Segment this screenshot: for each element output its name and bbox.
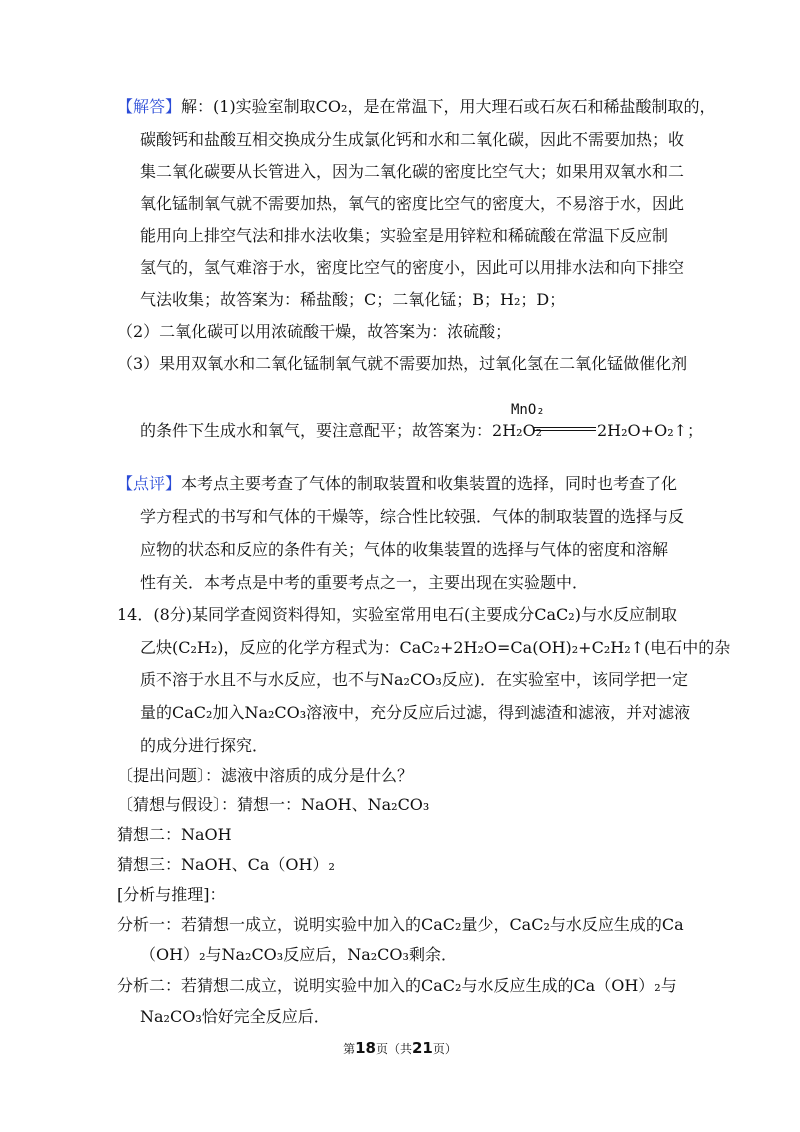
answer-line-5: 能用向上排空气法和排水法收集；实验室是用锌粒和稀硫酸在常温下反应制 (140, 226, 669, 245)
answer-part-2: （2）二氧化碳可以用浓硫酸干燥，故答案为：浓硫酸； (117, 322, 512, 341)
page-total: 21 (412, 1039, 433, 1057)
comment-line-2: 学方程式的书写和气体的干燥等，综合性比较强．气体的制取装置的选择与反 (140, 507, 685, 526)
analysis-2-line-2: Na₂CO₃恰好完全反应后． (140, 1007, 330, 1026)
answer-line-1 (117, 97, 715, 117)
page-number: 18 (355, 1039, 376, 1057)
answer-part-3-text: 的条件下生成水和氧气，要注意配平；故答案为： (140, 421, 493, 440)
comment-line-3: 应物的状态和反应的条件有关；气体的收集装置的选择与气体的密度和溶解 (140, 540, 669, 559)
question-14-line-4: 量的CaC₂加入Na₂CO₃溶液中，充分反应后过滤，得到滤渣和滤液，并对滤液 (140, 703, 691, 722)
answer-tag: 【解答】 (117, 97, 182, 116)
hypothesis-2: 猜想二：NaOH (117, 825, 232, 844)
equation-sign (533, 427, 596, 428)
answer-line-7: 气法收集；故答案为：稀盐酸；C；二氧化锰；B；H₂；D； (140, 290, 566, 309)
analysis-1-line-2: （OH）₂与Na₂CO₃反应后，Na₂CO₃剩余． (140, 945, 457, 964)
answer-line-6: 氢气的，氢气难溶于水，密度比空气的密度小，因此可以用排水法和向下排空 (140, 258, 685, 277)
equation-sign-lower (533, 430, 596, 431)
footer-middle: 页（共 (375, 1042, 412, 1056)
answer-line-3: 集二氧化碳要从长管进入，因为二氧化碳的密度比空气大；如果用双氧水和二 (140, 162, 685, 181)
analysis-2-line-1: 分析二：若猜想二成立，说明实验中加入的CaC₂与水反应生成的Ca（OH）₂与 (117, 976, 677, 995)
comment-text: 本考点主要考查了气体的制取装置和收集装置的选择，同时也考查了化 (181, 474, 678, 493)
comment-line-4: 性有关．本考点是中考的重要考点之一，主要出现在实验题中． (140, 573, 589, 592)
equation-catalyst: MnO₂ (511, 402, 545, 418)
hypothesis-3: 猜想三：NaOH、Ca（OH）₂ (117, 855, 335, 874)
analysis-heading: [分析与推理]： (117, 885, 226, 904)
question-14-line-5: 的成分进行探究． (140, 736, 269, 755)
answer-part-3-line-2 (140, 421, 542, 441)
question-14-line-1: 14．(8分)某同学查阅资料得知，实验室常用电石(主要成分CaC₂)与水反应制取 (117, 605, 677, 624)
comment-line-1 (117, 474, 677, 494)
page-footer (0, 1039, 800, 1057)
analysis-1-line-1: 分析一：若猜想一成立，说明实验中加入的CaC₂量少，CaC₂与水反应生成的Ca (117, 915, 684, 934)
answer-text: 解：(1)实验室制取CO₂，是在常温下，用大理石或石灰石和稀盐酸制取的， (181, 97, 716, 116)
hypothesis-1: 〔猜想与假设〕：猜想一：NaOH、Na₂CO₃ (117, 795, 430, 814)
equation-right: 2H₂O+O₂↑； (597, 421, 704, 440)
footer-prefix: 第 (343, 1042, 356, 1056)
equation-left: 2H₂O₂ (492, 421, 543, 440)
question-14-line-3: 质不溶于水且不与水反应，也不与Na₂CO₃反应)．在实验室中，该同学把一定 (140, 670, 688, 689)
footer-suffix: 页） (432, 1042, 457, 1056)
answer-line-4: 氧化锰制氧气就不需要加热，氧气的密度比空气的密度大，不易溶于水，因此 (140, 194, 685, 213)
raise-question: 〔提出问题〕：滤液中溶质的成分是什么？ (117, 766, 414, 785)
question-14-line-2: 乙炔(C₂H₂)，反应的化学方程式为：CaC₂+2H₂O=Ca(OH)₂+C₂H₂↑(电石中的杂 (140, 638, 731, 657)
comment-tag: 【点评】 (117, 474, 182, 493)
answer-line-2: 碳酸钙和盐酸互相交换成分生成氯化钙和水和二氧化碳，因此不需要加热；收 (140, 130, 685, 149)
answer-part-3-line-1: （3）果用双氧水和二氧化锰制氧气就不需要加热，过氧化氢在二氧化锰做催化剂 (117, 354, 688, 373)
